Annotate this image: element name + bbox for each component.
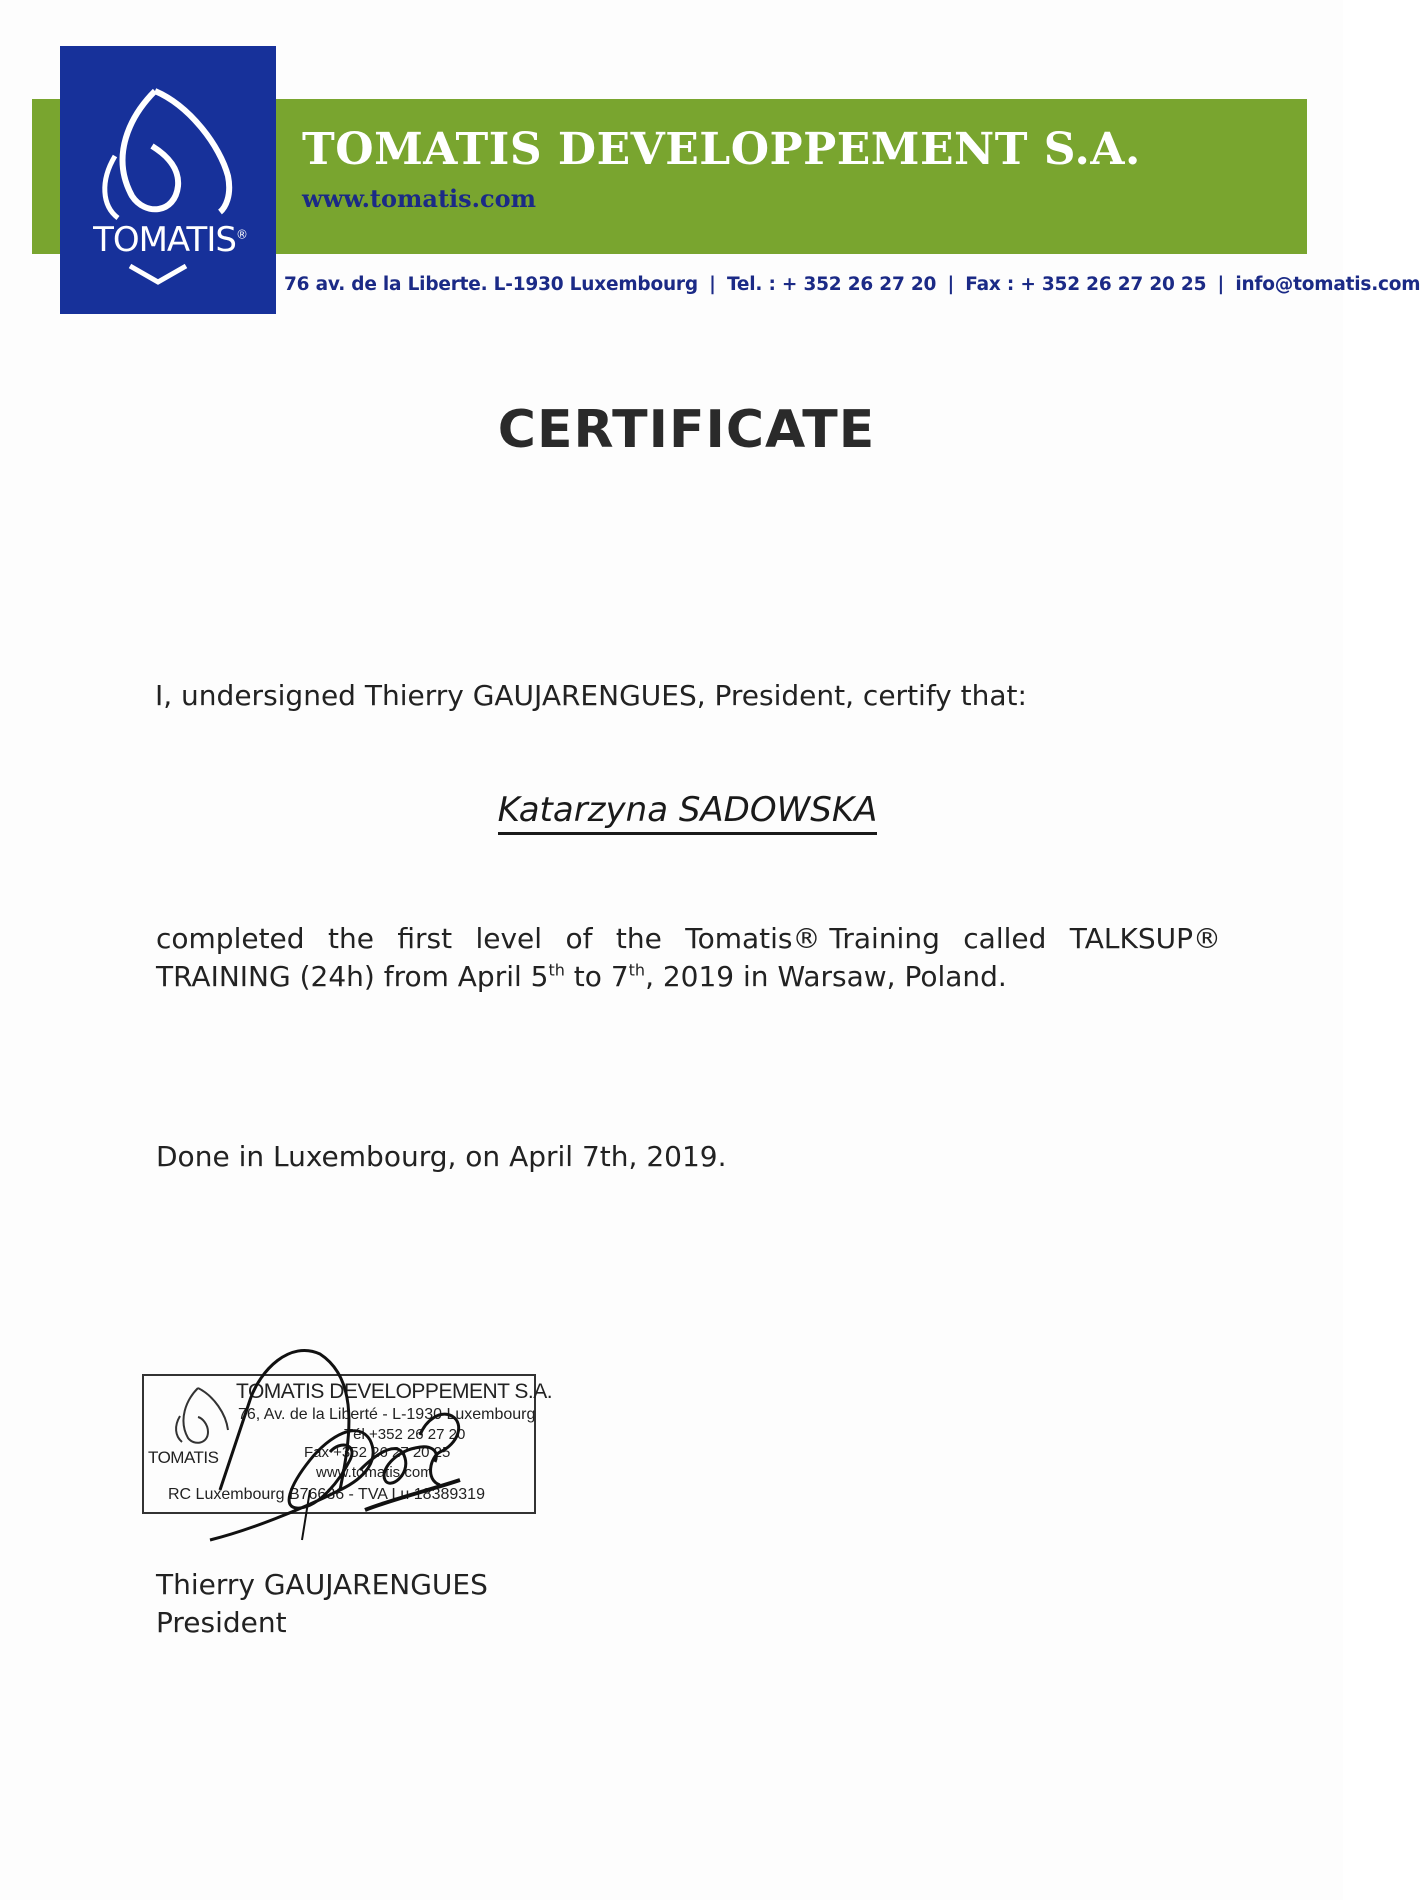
company-name: TOMATIS DEVELOPPEMENT S.A. (302, 124, 1141, 175)
email-text: info@tomatis.com (1235, 274, 1420, 295)
stamp-company-name: TOMATIS DEVELOPPEMENT S.A. (236, 1380, 553, 1403)
stamp-website: www.tomatis.com (316, 1464, 433, 1481)
stamp-logo-text: TOMATIS (148, 1448, 219, 1467)
recipient-name: Katarzyna SADOWSKA (0, 790, 1375, 830)
stamp-address: 76, Av. de la Liberté - L-1930 Luxembourg (238, 1406, 536, 1423)
certify-statement: I, undersigned Thierry GAUJARENGUES, President, certify that: (155, 679, 1027, 712)
training-line-2: TRAINING (24h) from April 5th to 7th, 2019 in Warsaw, Poland. (156, 960, 1007, 993)
training-word: the (327, 922, 374, 955)
tel-text: Tel. : + 352 26 27 20 (726, 274, 937, 295)
training-word: level (475, 922, 543, 955)
certificate-title: CERTIFICATE (497, 400, 876, 460)
training-word: TALKSUP® (1069, 922, 1221, 955)
contact-line: 76 av. de la Liberte. L-1930 Luxembourg | Tel. : + 352 26 27 20 | Fax : + 352 26 27 20 25 | info@tomatis.com (284, 274, 1420, 295)
stamp-tel: Tél +352 26 27 20 (344, 1426, 466, 1443)
training-word: of (565, 922, 593, 955)
ear-drop-icon (60, 46, 276, 314)
fax-text: Fax : + 352 26 27 20 25 (965, 274, 1207, 295)
tomatis-logo (60, 46, 276, 314)
training-word: Tomatis® Training (685, 922, 940, 955)
training-word: first (397, 922, 453, 955)
training-description (156, 920, 1221, 996)
stamp-fax: Fax +352 26 27 20 25 (304, 1444, 451, 1461)
signatory-name: Thierry GAUJARENGUES (156, 1568, 488, 1601)
address-text: 76 av. de la Liberte. L-1930 Luxembourg (284, 274, 698, 295)
training-line-1 (156, 920, 1221, 958)
training-word: the (615, 922, 662, 955)
training-word: completed (156, 922, 305, 955)
stamp-registration: RC Luxembourg B76636 - TVA Lu 18389319 (168, 1486, 485, 1503)
company-website: www.tomatis.com (302, 184, 537, 213)
signatory-role: President (156, 1606, 287, 1639)
done-statement: Done in Luxembourg, on April 7th, 2019. (156, 1140, 727, 1173)
handwritten-signature (190, 1340, 490, 1550)
logo-wordmark: TOMATIS® (93, 220, 247, 260)
training-word: called (963, 922, 1047, 955)
